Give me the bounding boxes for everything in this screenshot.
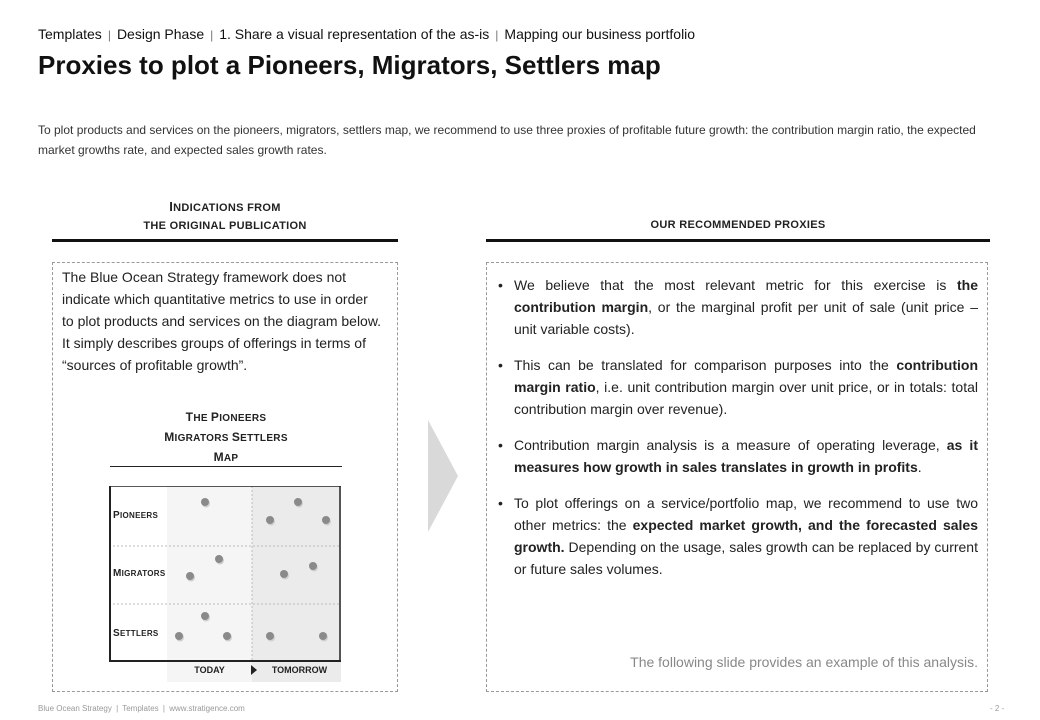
footer-website-link[interactable]: www.stratigence.com (169, 704, 245, 713)
followup-note: The following slide provides an example of this analysis. (630, 654, 978, 670)
breadcrumb-separator: | (107, 28, 111, 42)
chevron-right-icon (428, 420, 460, 532)
breadcrumb-item-mapping: Mapping our business portfolio (504, 26, 696, 42)
bullet-item: • Contribution margin analysis is a measure of operating leverage, as it measures how growth in sales translates in growth in profits. (492, 434, 978, 478)
map-dot (322, 516, 330, 524)
footer-company: Blue Ocean Strategy (38, 704, 112, 713)
footer-section: Templates (122, 704, 159, 713)
breadcrumb-separator: | (210, 28, 214, 42)
breadcrumb-separator: | (495, 28, 499, 42)
page-title: Proxies to plot a Pioneers, Migrators, Settlers map (38, 50, 661, 80)
map-dot (280, 570, 288, 578)
breadcrumb (38, 26, 695, 42)
row-label-settlers: SETTLERS (113, 628, 159, 639)
bullet-item: • This can be translated for comparison purposes into the contribution margin ratio, i.e. unit contribution margin over unit price, or in totals: total contribution margin over revenue). (492, 354, 978, 420)
left-body-text: The Blue Ocean Strategy framework does not indicate which quantitative metrics to use in order to plot products and services on the diagram below. It simply describes groups of offerings in terms of “sources of profitable growth”. (62, 269, 382, 373)
breadcrumb-item-templates: Templates (38, 26, 102, 42)
right-column-rule (486, 239, 990, 242)
map-dot (215, 555, 223, 563)
map-dot (223, 632, 231, 640)
map-dot (319, 632, 327, 640)
map-dot (201, 498, 209, 506)
arrow-right-icon (250, 664, 258, 676)
map-dot (266, 516, 274, 524)
map-title: THE PIONEERS MIGRATORS SETTLERS MAP (164, 410, 288, 464)
breadcrumb-item-step: 1. Share a visual representation of the as-is (219, 26, 490, 42)
map-dot (186, 572, 194, 580)
proxies-bullet-list (492, 274, 978, 594)
column-label-tomorrow: TOMORROW (271, 665, 328, 675)
breadcrumb-item-design-phase: Design Phase (116, 26, 205, 42)
left-column-heading: INDICATIONS FROM THE ORIGINAL PUBLICATION (143, 199, 307, 232)
map-dot (201, 612, 209, 620)
column-label-today: TODAY (194, 665, 225, 675)
footer: Blue Ocean Strategy | Templates | www.stratigence.com (38, 704, 245, 713)
row-label-migrators: MIGRATORS (113, 568, 166, 579)
map-dot (175, 632, 183, 640)
row-label-pioneers: PIONEERS (113, 510, 159, 521)
tomorrow-column-band (252, 486, 341, 662)
map-title-rule (110, 466, 342, 467)
bullet-item: • We believe that the most relevant metric for this exercise is the contribution margin, or the marginal profit per unit of sale (unit price – unit variable costs). (492, 274, 978, 340)
left-column-rule (52, 239, 398, 242)
intro-text: To plot products and services on the pioneers, migrators, settlers map, we recommend to use three proxies of profitable future growth: the contribution margin ratio, the expected market growths rate, and expected sales growth rates. (38, 123, 976, 157)
map-dot (309, 562, 317, 570)
page-number: - 2 - (990, 704, 1005, 713)
bullet-item: • To plot offerings on a service/portfolio map, we recommend to use two other metrics: the expected market growth, and the forecasted sales growth. Depending on the usage, sales growth can be replaced by current or future sales volumes. (492, 492, 978, 580)
right-column-heading: OUR RECOMMENDED PROXIES (650, 219, 826, 231)
map-dot (266, 632, 274, 640)
map-dot (294, 498, 302, 506)
